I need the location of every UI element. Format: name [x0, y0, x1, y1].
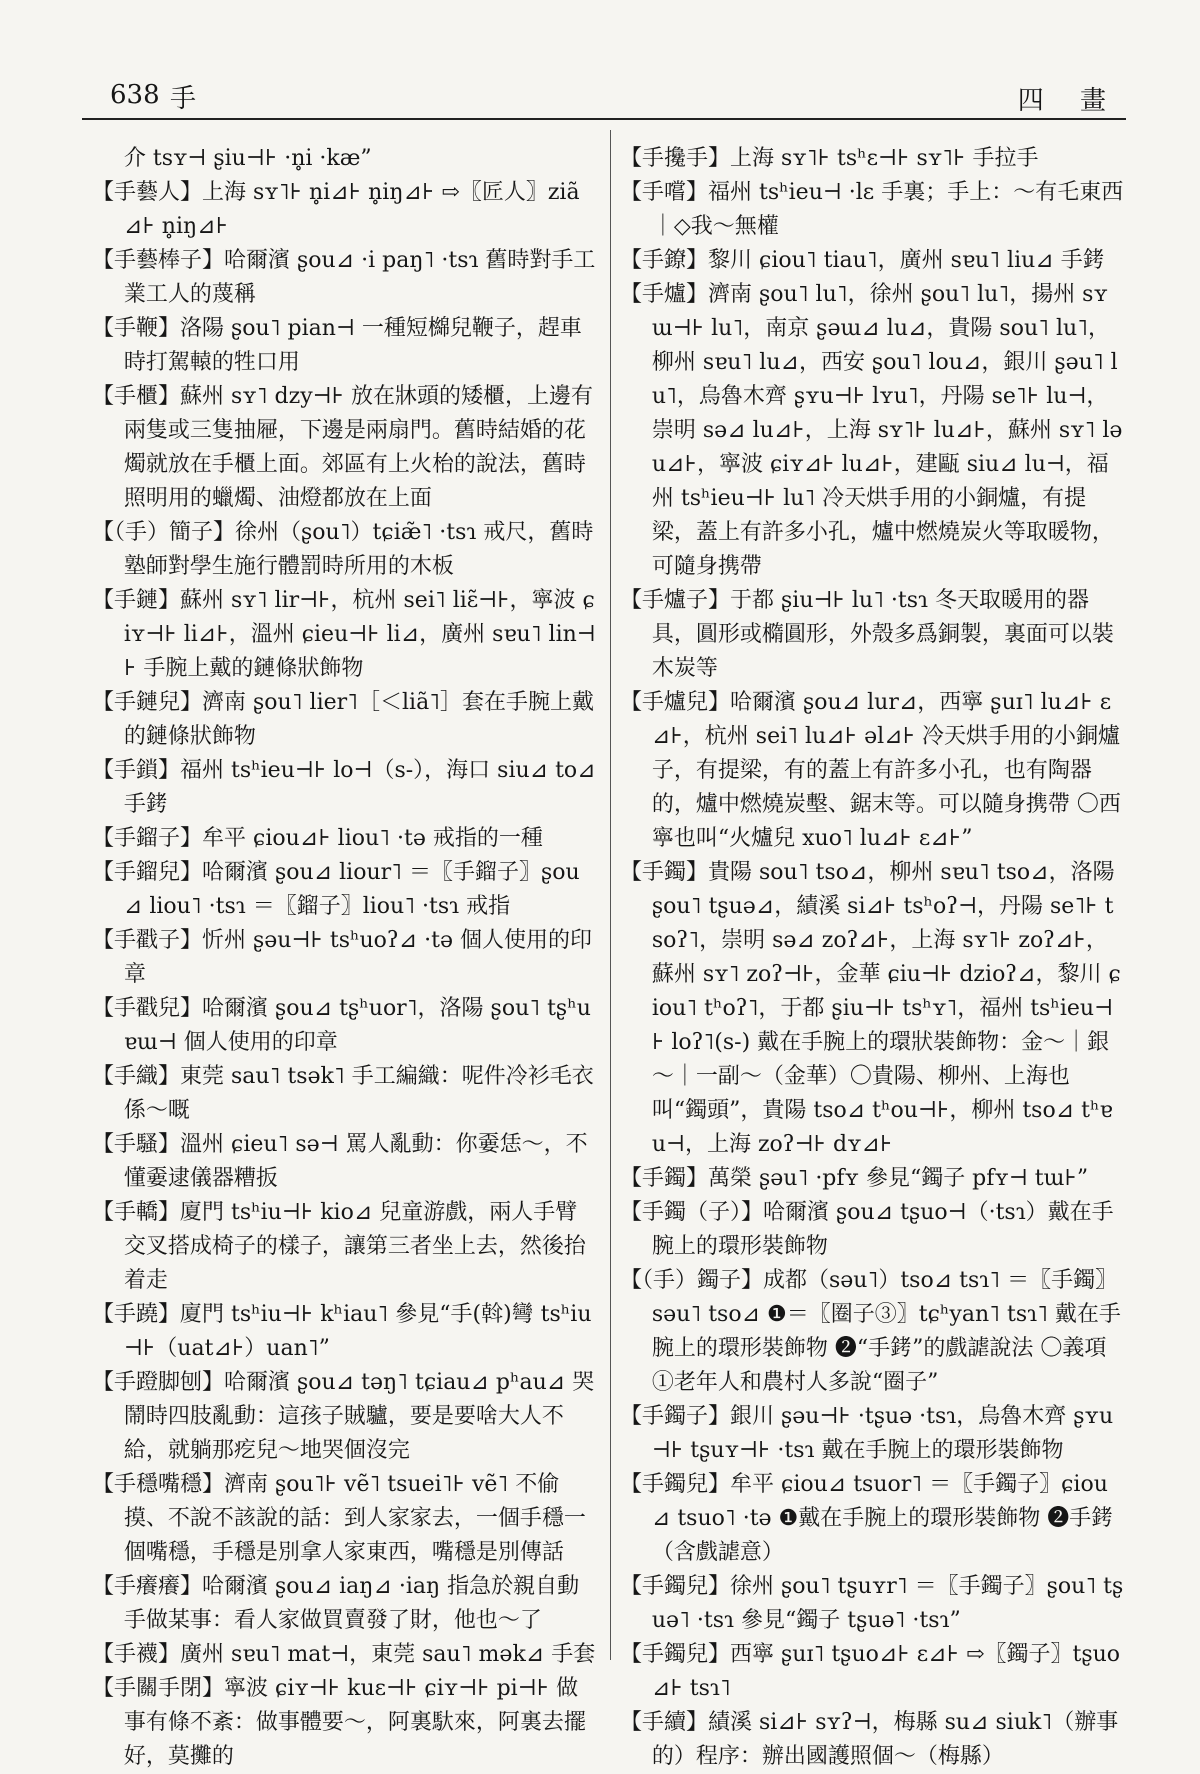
- header-guide-character: 手: [170, 84, 197, 114]
- dictionary-entry: 【手轎】廈門 tsʰiu⊣⊦ kio⊿ 兒童游戲，兩人手臂交叉搭成椅子的樣子，讓第三者坐上去，然後抬着走: [92, 1200, 586, 1293]
- dictionary-entry: 【手爐兒】哈爾濱 ʂou⊿ lur⊿，西寧 ʂuɪ˥ lu⊿⊦ ɛ⊿⊦，杭州 sei˥ lu⊿⊦ əl⊿⊦ 冷天烘手用的小銅爐子，有提梁，有的蓋上有許多小孔，也有陶器的，爐中燃燒炭墼、鋸末等。可以隨身携帶 〇西寧也叫“火爐兒 xuo˥ lu⊿⊦ ɛ⊿⊦”: [620, 690, 1121, 851]
- dictionary-entry: 【手襪】廣州 sɐu˥ mat⊣，東莞 sau˥ mək⊿ 手套: [92, 1642, 596, 1667]
- dictionary-entry: 【手穩嘴穩】濟南 ʂou˥⊦ vẽ˥ tsuei˥⊦ vẽ˥ 不偷摸、不說不該說的話：到人家家去，一個手穩一個嘴穩，手穩是別拿人家東西，嘴穩是別傳話: [92, 1472, 586, 1565]
- dictionary-entry: 【手戳兒】哈爾濱 ʂou⊿ tʂʰuor˥，洛陽 ʂou˥ tʂʰuɐɯ⊣ 個人使用的印章: [92, 996, 591, 1055]
- dictionary-entry: 【手鐲子】銀川 ʂəu⊣⊦ ·tʂuə ·tsɿ，烏魯木齊 ʂʏu⊣⊦ tʂuʏ⊣⊦ ·tsɿ 戴在手腕上的環形裝飾物: [620, 1404, 1114, 1463]
- page-header: [82, 78, 1126, 118]
- dictionary-entry: 【手鐲（子）】哈爾濱 ʂou⊿ tʂuo⊣（·tsɿ）戴在手腕上的環形裝飾物: [620, 1200, 1114, 1259]
- section-label: 四 畫: [1017, 86, 1120, 116]
- dictionary-entry: 【手關手閉】寧波 ɕiʏ⊣⊦ kuɛ⊣⊦ ɕiʏ⊣⊦ pi⊣⊦ 做事有條不紊：做事體要～，阿裏馱來，阿裏去擺好，莫攤的: [92, 1676, 586, 1769]
- dictionary-entry: 【手鐲兒】西寧 ʂuɪ˥ tʂuo⊿⊦ ɛ⊿⊦ ⇨〖鐲子〗tʂuo⊿⊦ tsɿ˥: [620, 1642, 1121, 1701]
- dictionary-entry: 【手鐲兒】牟平 ɕiou⊿ tsuor˥ ＝〖手鐲子〗ɕiou⊿ tsuo˥ ·tə ❶戴在手腕上的環形裝飾物 ❷手銬（含戲謔意）: [620, 1472, 1114, 1565]
- dictionary-entry: 【手鞭】洛陽 ʂou˥ pian⊣ 一種短檰兒鞭子，趕車時打駕轅的牲口用: [92, 316, 582, 375]
- dictionary-entry: 【（手）鐲子】成都（səu˥）tso⊿ tsɿ˥ ＝〖手鐲〗səu˥ tso⊿ ❶＝〖圈子③〗tɕʰyan˥ tsɿ˥ 戴在手腕上的環形裝飾物 ❷“手銬”的戲謔說法 〇義項①老年人和農村人多說“圈子”: [620, 1268, 1121, 1395]
- dictionary-entry: 【手藝人】上海 sʏ˥⊦ n̥i⊿⊦ n̥iŋ⊿⊦ ⇨〖匠人〗ziã⊿⊦ n̥iŋ⊿⊦: [92, 180, 580, 239]
- dictionary-entry: 【手爐子】于都 ʂiu⊣⊦ lu˥ ·tsɿ 冬天取暖用的器具，圓形或橢圓形，外殼多爲銅製，裏面可以裝木炭等: [620, 588, 1114, 681]
- dictionary-entry: 【手鎦子】牟平 ɕiou⊿⊦ liou˥ ·tə 戒指的一種: [92, 826, 543, 851]
- dictionary-entry: 【手鏈兒】濟南 ʂou˥ lier˥［＜liã˥］套在手腕上戴的鏈條狀飾物: [92, 690, 595, 749]
- header-rule: [82, 118, 1126, 120]
- dictionary-entry: 介 tsʏ⊣ ʂiu⊣⊦ ·n̥i ·kæ”: [123, 146, 372, 171]
- dictionary-entry: 【手騷】溫州 ɕieu˥ sə⊣ 罵人亂動：你嫑恁～，不懂嫑逮儀器糟扳: [92, 1132, 588, 1191]
- dictionary-entry: 【手攙手】上海 sʏ˥⊦ tsʰɛ⊣⊦ sʏ˥⊦ 手拉手: [620, 146, 1039, 171]
- dictionary-entry: 【手櫃】蘇州 sʏ˥ dzy⊣⊦ 放在牀頭的矮櫃，上邊有兩隻或三隻抽屜，下邊是兩扇門。舊時結婚的花燭就放在手櫃上面。郊區有上火枱的說法，舊時照明用的蠟燭、油燈都放在上面: [92, 384, 594, 511]
- dictionary-entry: 【手嚐】福州 tsʰieu⊣ ·lɛ 手裏；手上：～有乇東西｜◇我～無權: [620, 180, 1124, 239]
- dictionary-entry: 【手蹬脚刨】哈爾濱 ʂou⊿ təŋ˥ tɕiau⊿ pʰau⊿ 哭鬧時四肢亂動：這孩子賊驢，要是要啥大人不給，就躺那疙兒～地哭個沒完: [92, 1370, 595, 1463]
- dictionary-entry: 【手織】東莞 sau˥ tsək˥ 手工編織：呢件冷衫毛衣係～嘅: [92, 1064, 594, 1123]
- dictionary-entry: 【手鎦兒】哈爾濱 ʂou⊿ liour˥ ＝〖手鎦子〗ʂou⊿ liou˥ ·tsɿ ＝〖鎦子〗liou˥ ·tsɿ 戒指: [92, 860, 580, 919]
- dictionary-entry: 【手鐲兒】徐州 ʂou˥ tʂuʏr˥ ＝〖手鐲子〗ʂou˥ tʂuə˥ ·tsɿ 參見“鐲子 tʂuə˥ ·tsɿ”: [620, 1574, 1124, 1633]
- dictionary-entry: 【手鐲】萬榮 ʂəu˥ ·pfʏ 參見“鐲子 pfʏ⊣ tɯ⊦”: [620, 1166, 1089, 1191]
- right-column: [620, 142, 1124, 1774]
- dictionary-entry: 【手續】績溪 si⊿⊦ sʏʔ⊣，梅縣 su⊿ siuk˥（辦事的）程序：辦出國護照個～（梅縣）: [620, 1710, 1119, 1769]
- dictionary-entry: 【手藝棒子】哈爾濱 ʂou⊿ ·i paŋ˥ ·tsɿ 舊時對手工業工人的蔑稱: [92, 248, 596, 307]
- dictionary-entry: 【手戳子】忻州 ʂəu⊣⊦ tsʰuoʔ⊿ ·tə 個人使用的印章: [92, 928, 592, 987]
- dictionary-entry: 【手鎖】福州 tsʰieu⊣⊦ lo⊣（s-），海口 siu⊿ to⊿ 手銬: [92, 758, 596, 817]
- dictionary-entry: 【手癢癢】哈爾濱 ʂou⊿ iaŋ⊿ ·iaŋ 指急於親自動手做某事：看人家做買賣發了財，他也～了: [92, 1574, 580, 1633]
- dictionary-entry: 【（手）簡子】徐州（ʂou˥）tɕiæ̃˥ ·tsɿ 戒尺，舊時塾師對學生施行體罰時所用的木板: [92, 520, 594, 579]
- dictionary-entry: 【手鐲】貴陽 sou˥ tso⊿，柳州 sɐu˥ tso⊿，洛陽 ʂou˥ tʂuə⊿，績溪 si⊿⊦ tsʰoʔ⊣，丹陽 se˥⊦ tsoʔ˥，崇明 sə⊿ zoʔ⊿⊦，上海 sʏ˥⊦ zoʔ⊿⊦，蘇州 sʏ˥ zoʔ⊣⊦，金華 ɕiu⊣⊦ dzioʔ⊿，黎川 ɕiou˥ tʰoʔ˥，于都 ʂiu⊣⊦ tsʰʏ˥，福州 tsʰieu⊣⊦ loʔ˥(s-) 戴在手腕上的環狀裝飾物：金～｜銀～｜一副～（金華）〇貴陽、柳州、上海也叫“鐲頭”，貴陽 tso⊿ tʰou⊣⊦，柳州 tso⊿ tʰɐu⊣，上海 zoʔ⊣⊦ dʏ⊿⊦: [620, 860, 1121, 1157]
- dictionary-entry: 【手鏈】蘇州 sʏ˥ lir⊣⊦，杭州 sei˥ liɛ̃⊣⊦，寧波 ɕiʏ⊣⊦ li⊿⊦，溫州 ɕieu⊣⊦ li⊿，廣州 sɐu˥ lin⊣⊦ 手腕上戴的鏈條狀飾物: [92, 588, 596, 681]
- left-column: [92, 142, 596, 1774]
- dictionary-entry: 【手鐐】黎川 ɕiou˥ tiau˥，廣州 sɐu˥ liu⊿ 手銬: [620, 248, 1105, 273]
- page-number: 638: [110, 80, 160, 110]
- dictionary-entry: 【手爐】濟南 ʂou˥ lu˥，徐州 ʂou˥ lu˥，揚州 sʏɯ⊣⊦ lu˥，南京 ʂəɯ⊿ lu⊿，貴陽 sou˥ lu˥，柳州 sɐu˥ lu⊿，西安 ʂou˥ lou⊿，銀川 ʂəu˥ lu˥，烏魯木齊 ʂʏu⊣⊦ lʏu˥，丹陽 se˥⊦ lu⊣，崇明 sə⊿ lu⊿⊦，上海 sʏ˥⊦ lu⊿⊦，蘇州 sʏ˥ ləu⊿⊦，寧波 ɕiʏ⊿⊦ lu⊿⊦，建甌 siu⊿ lu⊣，福州 tsʰieu⊣⊦ lu˥ 冷天烘手用的小銅爐，有提梁，蓋上有許多小孔，爐中燃燒炭火等取暖物，可隨身携帶: [620, 282, 1123, 579]
- dictionary-entry: 【手蹺】廈門 tsʰiu⊣⊦ kʰiau˥ 參見“手(斡)彎 tsʰiu⊣⊦（uat⊿⊦）uan˥”: [92, 1302, 592, 1361]
- column-divider: [610, 130, 611, 1660]
